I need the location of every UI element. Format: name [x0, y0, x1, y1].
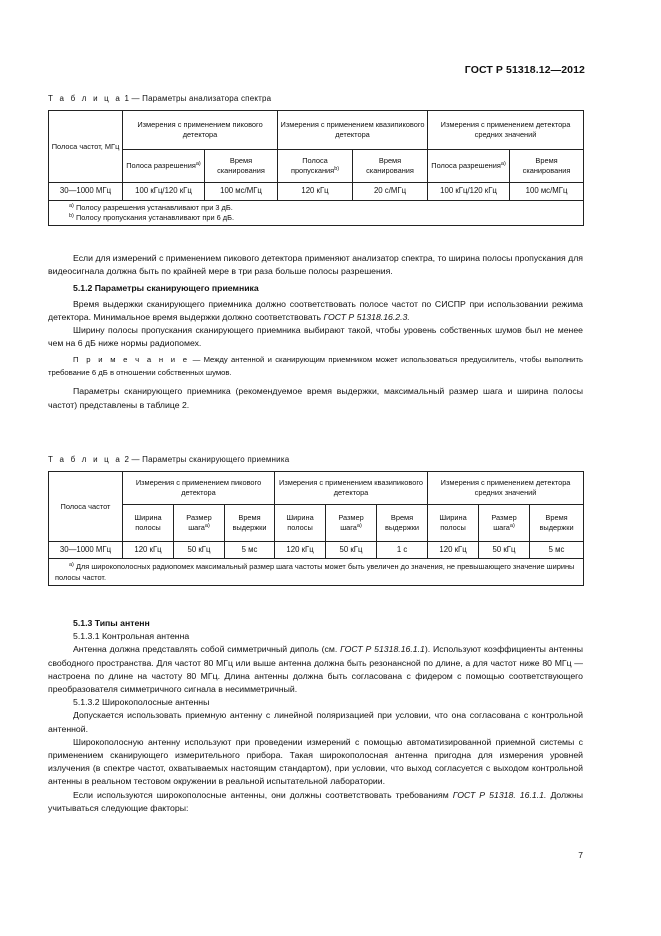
table-cell: 120 кГц	[278, 183, 353, 201]
table2-sub-label: Размер шага	[338, 513, 364, 532]
paragraph: Допускается использовать приемную антенну с линейной поляризацией при условии, что она согласована с контрольной антенной.	[48, 710, 583, 734]
paragraph: Ширину полосы пропускания сканирующего приемника выбирают такой, чтобы уровень собственных шумов был не менее чем на 6 дБ ниже нормы радиопомех.	[48, 325, 583, 349]
table1-caption-label: Т а б л и ц а	[48, 94, 123, 103]
paragraph	[48, 643, 583, 696]
table2-sub-dwell: Время выдержки	[530, 505, 584, 542]
table-cell: 100 кГц/120 кГц	[123, 183, 205, 201]
footnote-mark-a: а)	[356, 523, 362, 529]
paragraph	[48, 789, 583, 815]
table2-caption	[48, 455, 289, 464]
table2-caption-label: Т а б л и ц а	[48, 455, 123, 464]
table2-caption-title: 2 — Параметры сканирующего приемника	[124, 455, 290, 464]
table-cell: 100 мс/МГц	[510, 183, 584, 201]
footnote-mark: b)	[69, 212, 74, 219]
footnote-text: Полосу разрешения устанавливают при 3 дБ.	[75, 203, 233, 212]
subsection-heading-5-1-3-1: 5.1.3.1 Контрольная антенна	[73, 631, 190, 642]
table2-sub-step	[326, 505, 377, 542]
table-cell: 50 кГц	[174, 542, 225, 559]
standard-reference: ГОСТ Р 51318.16.1.1	[340, 644, 425, 655]
table-cell: 50 кГц	[479, 542, 530, 559]
table1-col-frequency: Полоса частот, МГц	[49, 111, 123, 183]
paragraph: Если для измерений с применением пикового детектора применяют анализатор спектра, то ширина полосы пропускания для видеосигнала должна быть по крайней мере в три раза больше полосы разрешения.	[48, 253, 583, 277]
table2-sub-width: Ширина полосы	[275, 505, 326, 542]
table2-sub-width: Ширина полосы	[123, 505, 174, 542]
footnote-mark-a: а)	[500, 161, 506, 167]
table-cell: 20 с/МГц	[353, 183, 428, 201]
subsection-heading-5-1-3-2: 5.1.3.2 Широкополосные антенны	[73, 697, 210, 708]
table2-sub-step	[174, 505, 225, 542]
table-cell: 30—1000 МГц	[49, 542, 123, 559]
paragraph: Широкополосную антенну используют при проведении измерений с помощью автоматизированной приемной системы с применением сканирующего измерительного прибора. Такая широкополосная антенна пригодна для измерения уровней излучения (в спектре частот, охватываемых настоящим стандартом), при условии, что выход согласуется с выходом контрольной антенны в реальном тестовом окружении в реальной испытательной лаборатории.	[48, 736, 583, 787]
page-number: 7	[578, 850, 583, 860]
footnote-b	[55, 213, 577, 223]
table2-sub-step	[479, 505, 530, 542]
table2-sub-dwell: Время выдержки	[377, 505, 428, 542]
table1-caption	[48, 94, 271, 103]
table-row	[49, 183, 584, 201]
footnote-text: Полосу пропускания устанавливают при 6 дБ.	[75, 212, 235, 222]
table-cell: 120 кГц	[123, 542, 174, 559]
paragraph-text: Если используются широкополосные антенны, они должны соответствовать требованиям	[73, 789, 449, 800]
table-cell: 5 мс	[225, 542, 275, 559]
table-cell: 100 мс/МГц	[205, 183, 278, 201]
table2-group-peak: Измерения с применением пикового детектора	[123, 472, 275, 505]
spectrum-analyzer-table	[48, 110, 584, 226]
table2-group-quasipeak: Измерения с применением квазипикового детектора	[275, 472, 428, 505]
table1-caption-title: 1 — Параметры анализатора спектра	[124, 94, 272, 103]
table-cell: 5 мс	[530, 542, 584, 559]
table1-group-quasipeak: Измерения с применением квазипикового детектора	[278, 111, 428, 150]
paragraph: Параметры сканирующего приемника (рекомендуемое время выдержки, максимальный размер шага и ширина полосы частот) представлены в таблице 2.	[48, 386, 583, 410]
footnote-mark: а)	[69, 562, 74, 568]
document-code: ГОСТ Р 51318.12—2012	[464, 64, 585, 76]
table2-sub-dwell: Время выдержки	[225, 505, 275, 542]
table-cell: 120 кГц	[275, 542, 326, 559]
table2-sub-label: Размер шага	[186, 513, 212, 532]
table1-sub-sweep-time: Время сканирования	[205, 150, 278, 183]
footnote-mark-a: а)	[204, 523, 210, 529]
table1-group-average: Измерения с применением детектора средних значений	[428, 111, 584, 150]
paragraph	[48, 298, 583, 324]
footnote-mark-a: а)	[509, 523, 515, 529]
table1-group-peak: Измерения с применением пикового детектора	[123, 111, 278, 150]
table2-footnote	[49, 559, 584, 586]
scanning-receiver-table	[48, 471, 584, 586]
table2-sub-width: Ширина полосы	[428, 505, 479, 542]
paragraph-text: Время выдержки сканирующего приемника должно соответствовать полосе частот по СИСПР при использовании режима детектора. Минимальное время выдержки должно соответствовать	[48, 298, 583, 322]
footnote-mark-a: а)	[195, 161, 201, 167]
footnote-text: Для широкополосных радиопомех максимальный размер шага частоты может быть увеличен до значения, не превышающего значение ширины полосы частот.	[55, 562, 575, 583]
table1-sub-label: Полоса пропускания	[290, 156, 335, 175]
table1-sub-sweep-time: Время сканирования	[510, 150, 584, 183]
table2-sub-label: Размер шага	[491, 513, 517, 532]
table1-footnotes	[49, 201, 584, 226]
standard-reference: ГОСТ Р 51318.16.2.3.	[323, 311, 410, 322]
table-cell: 120 кГц	[428, 542, 479, 559]
table2-group-average: Измерения с применением детектора средних значений	[428, 472, 584, 505]
note-label: П р и м е ч а н и е	[73, 355, 190, 365]
table1-sub-pass-bw	[278, 150, 353, 183]
footnote-mark: а)	[69, 203, 74, 209]
body-text-block-2	[48, 617, 583, 815]
standard-reference: ГОСТ Р 51318. 16.1.1.	[452, 789, 547, 800]
table-cell: 1 с	[377, 542, 428, 559]
footnote-a	[55, 203, 577, 213]
table1-sub-resolution-bw	[428, 150, 510, 183]
paragraph-text: Должны учитываться следующие факторы:	[48, 789, 583, 813]
body-text-block-1	[48, 252, 583, 412]
table-cell: 30—1000 МГц	[49, 183, 123, 201]
note-text: — Между антенной и сканирующим приемником может использоваться предусилитель, чтобы выполнить требование 6 дБ в отношении собственных шумов.	[48, 355, 584, 377]
table-cell: 50 кГц	[326, 542, 377, 559]
table2-col-frequency: Полоса частот	[49, 472, 123, 542]
table1-sub-sweep-time: Время сканирования	[353, 150, 428, 183]
table-row	[49, 542, 584, 559]
section-heading-5-1-2: 5.1.2 Параметры сканирующего приемника	[73, 283, 259, 294]
note	[48, 354, 583, 379]
paragraph-text: ). Используют коэффициенты антенны свободного пространства. Для частот 80 МГц или выше антенна должна быть резонансной по длине, а для частот ниже 80 МГц — настроена по длине на частоту 80 МГц. Длина антенны должна быть согласована с фидером с помощью соответствующего преобразователя симметричного сигнала в несимметричный.	[48, 644, 583, 695]
table1-sub-resolution-bw	[123, 150, 205, 183]
footnote-mark-b: b)	[334, 166, 340, 172]
table1-sub-label: Полоса разрешения	[126, 161, 196, 170]
section-heading-5-1-3: 5.1.3 Типы антенн	[73, 618, 150, 628]
table-cell: 100 кГц/120 кГц	[428, 183, 510, 201]
table1-sub-label: Полоса разрешения	[431, 161, 501, 170]
paragraph-text: Антенна должна представлять собой симметричный диполь (см.	[73, 644, 338, 655]
